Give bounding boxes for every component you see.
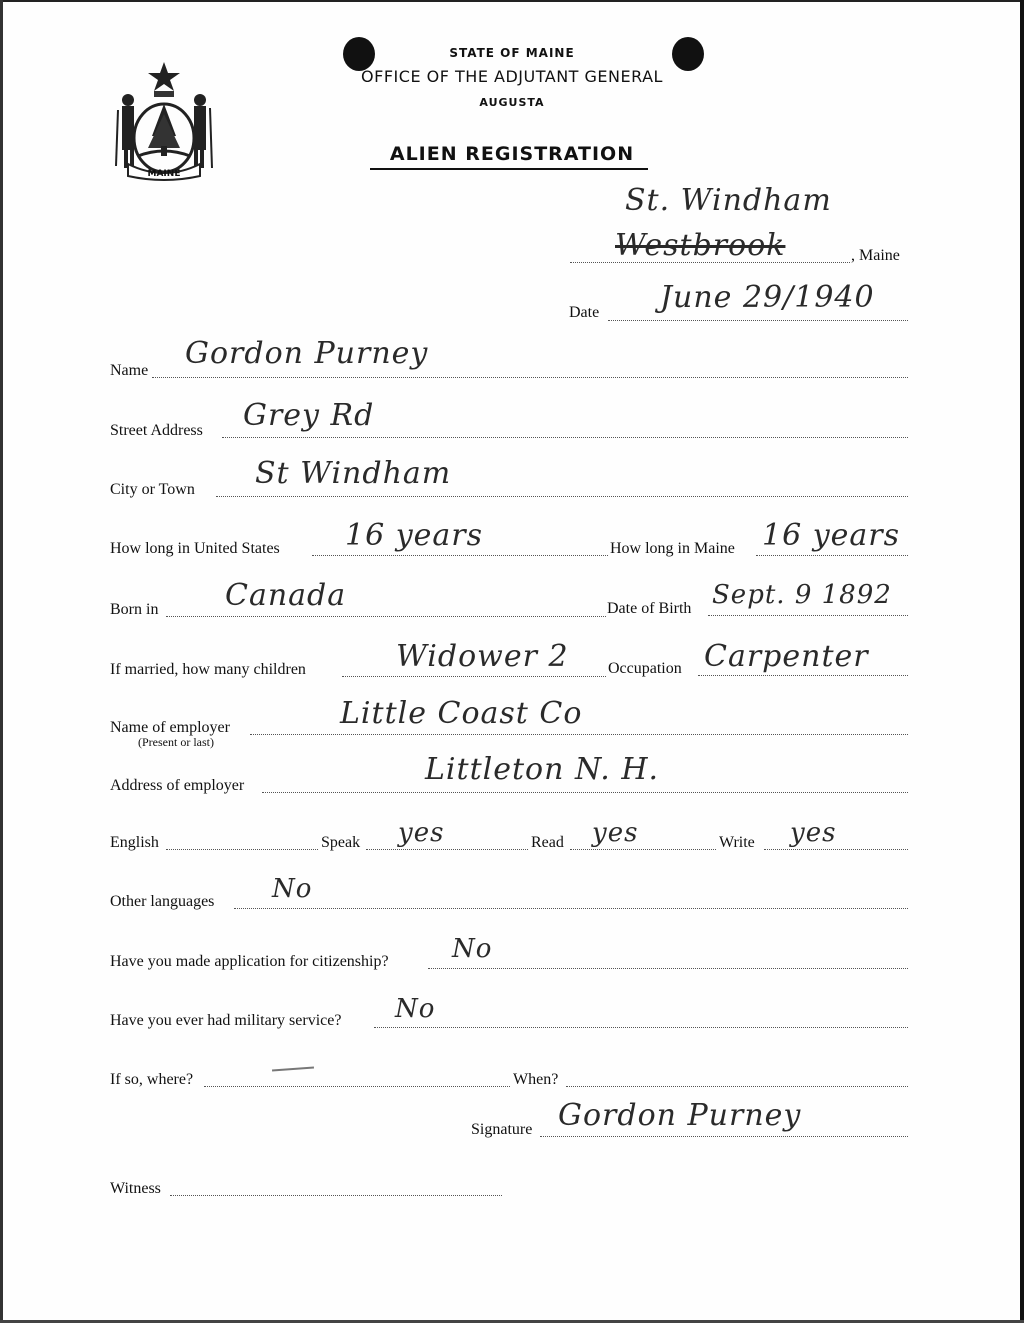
read-value: yes bbox=[592, 818, 639, 848]
employer-address-label: Address of employer bbox=[110, 777, 245, 794]
where-dash-mark bbox=[272, 1067, 314, 1072]
city-label: City or Town bbox=[110, 481, 195, 498]
occupation-value: Carpenter bbox=[704, 639, 869, 674]
occupation-label: Occupation bbox=[608, 660, 682, 677]
city-line bbox=[216, 496, 908, 497]
military-label: Have you ever had military service? bbox=[110, 1012, 342, 1029]
read-line bbox=[570, 849, 716, 850]
us-duration-value: 16 years bbox=[345, 518, 484, 553]
born-line bbox=[166, 616, 606, 617]
street-value: Grey Rd bbox=[243, 398, 375, 433]
city-value: St Windham bbox=[255, 456, 452, 491]
when-line bbox=[566, 1086, 908, 1087]
occupation-line bbox=[698, 675, 908, 676]
where-line bbox=[204, 1086, 510, 1087]
employer-address-line bbox=[262, 792, 908, 793]
dob-label: Date of Birth bbox=[607, 600, 692, 617]
other-languages-label: Other languages bbox=[110, 893, 215, 910]
signature-line bbox=[540, 1136, 908, 1137]
speak-value: yes bbox=[398, 818, 445, 848]
maine-duration-label: How long in Maine bbox=[610, 540, 735, 557]
other-languages-line bbox=[234, 908, 908, 909]
header-office: OFFICE OF THE ADJUTANT GENERAL bbox=[361, 67, 663, 86]
speak-line bbox=[366, 849, 528, 850]
signature-value: Gordon Purney bbox=[558, 1098, 802, 1133]
maine-duration-value: 16 years bbox=[762, 518, 901, 553]
employer-label: Name of employer bbox=[110, 719, 230, 736]
maine-duration-line bbox=[756, 555, 908, 556]
form-title: ALIEN REGISTRATION bbox=[389, 143, 635, 165]
us-duration-line bbox=[312, 555, 608, 556]
street-line bbox=[222, 437, 908, 438]
scan-edge-right bbox=[1020, 0, 1024, 1323]
name-line bbox=[152, 377, 908, 378]
name-value: Gordon Purney bbox=[185, 336, 429, 371]
street-label: Street Address bbox=[110, 422, 203, 439]
write-label: Write bbox=[719, 834, 755, 851]
employer-line bbox=[250, 734, 908, 735]
title-underline bbox=[370, 168, 648, 170]
date-label: Date bbox=[569, 304, 600, 321]
maine-label: , Maine bbox=[851, 247, 900, 264]
children-line bbox=[342, 676, 606, 677]
signature-label: Signature bbox=[471, 1121, 533, 1138]
english-label: English bbox=[110, 834, 159, 851]
read-label: Read bbox=[531, 834, 564, 851]
dob-value: Sept. 9 1892 bbox=[712, 580, 892, 610]
name-label: Name bbox=[110, 362, 149, 379]
us-duration-label: How long in United States bbox=[110, 540, 280, 557]
other-languages-value: No bbox=[272, 874, 313, 904]
scan-edge-left bbox=[0, 0, 3, 1323]
children-value: Widower 2 bbox=[396, 639, 569, 674]
where-label: If so, where? bbox=[110, 1071, 194, 1088]
dob-line bbox=[708, 615, 908, 616]
military-line bbox=[374, 1027, 908, 1028]
english-line bbox=[166, 849, 318, 850]
employer-value: Little Coast Co bbox=[340, 696, 583, 731]
scan-edge-top bbox=[0, 0, 1024, 2]
header-city: AUGUSTA bbox=[479, 96, 545, 109]
write-value: yes bbox=[790, 818, 837, 848]
header-state: STATE OF MAINE bbox=[449, 46, 575, 60]
citizenship-value: No bbox=[452, 934, 493, 964]
military-value: No bbox=[395, 994, 436, 1024]
employer-sublabel: (Present or last) bbox=[138, 735, 214, 749]
location-line2-value: Westbrook bbox=[615, 228, 786, 263]
write-line bbox=[764, 849, 908, 850]
location-line1-value: St. Windham bbox=[625, 183, 832, 218]
witness-line bbox=[170, 1195, 502, 1196]
when-label: When? bbox=[513, 1071, 559, 1088]
children-label: If married, how many children bbox=[110, 661, 306, 678]
witness-label: Witness bbox=[110, 1180, 161, 1197]
born-value: Canada bbox=[225, 578, 347, 613]
citizenship-label: Have you made application for citizenship? bbox=[110, 953, 389, 970]
date-value: June 29/1940 bbox=[660, 280, 875, 315]
speak-label: Speak bbox=[321, 834, 361, 851]
date-line bbox=[608, 320, 908, 321]
employer-address-value: Littleton N. H. bbox=[425, 752, 660, 787]
born-label: Born in bbox=[110, 601, 159, 618]
seal-banner-text: MAINE bbox=[147, 169, 181, 179]
location-line bbox=[570, 262, 850, 263]
citizenship-line bbox=[428, 968, 908, 969]
